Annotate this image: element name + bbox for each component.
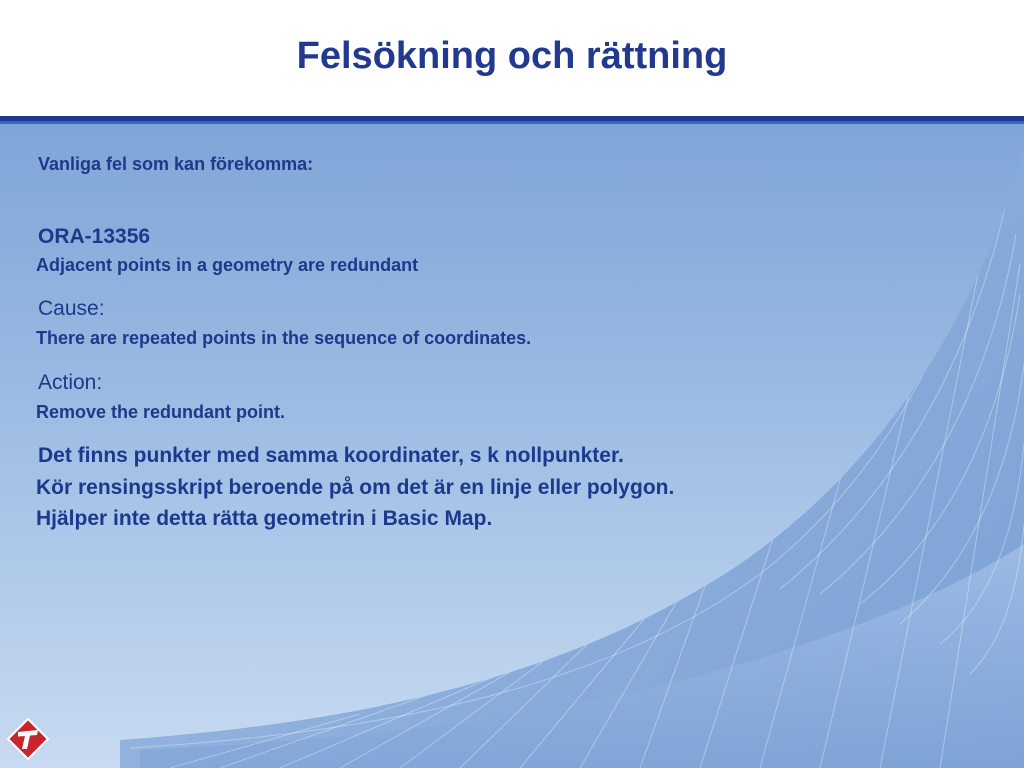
swedish-line: Hjälper inte detta rätta geometrin i Basic Map. xyxy=(36,507,493,530)
cause-text: There are repeated points in the sequence of coordinates. xyxy=(36,328,532,348)
swedish-line: Kör rensingsskript beroende på om det är en linje eller polygon. xyxy=(36,476,675,499)
action-heading: Action: xyxy=(38,371,103,394)
red-t-logo-icon xyxy=(5,716,51,762)
action-text: Remove the redundant point. xyxy=(36,402,286,422)
slide-title: Felsökning och rättning xyxy=(296,35,728,77)
slide-header xyxy=(0,0,1024,116)
swedish-line: Det finns punkter med samma koordinater, s k nollpunkter. xyxy=(38,444,624,467)
error-code: ORA-13356 xyxy=(38,225,151,248)
cause-heading: Cause: xyxy=(38,297,105,320)
slide-body xyxy=(0,124,1024,768)
intro-text: Vanliga fel som kan förekomma: xyxy=(38,154,314,174)
error-description: Adjacent points in a geometry are redundant xyxy=(36,255,419,275)
